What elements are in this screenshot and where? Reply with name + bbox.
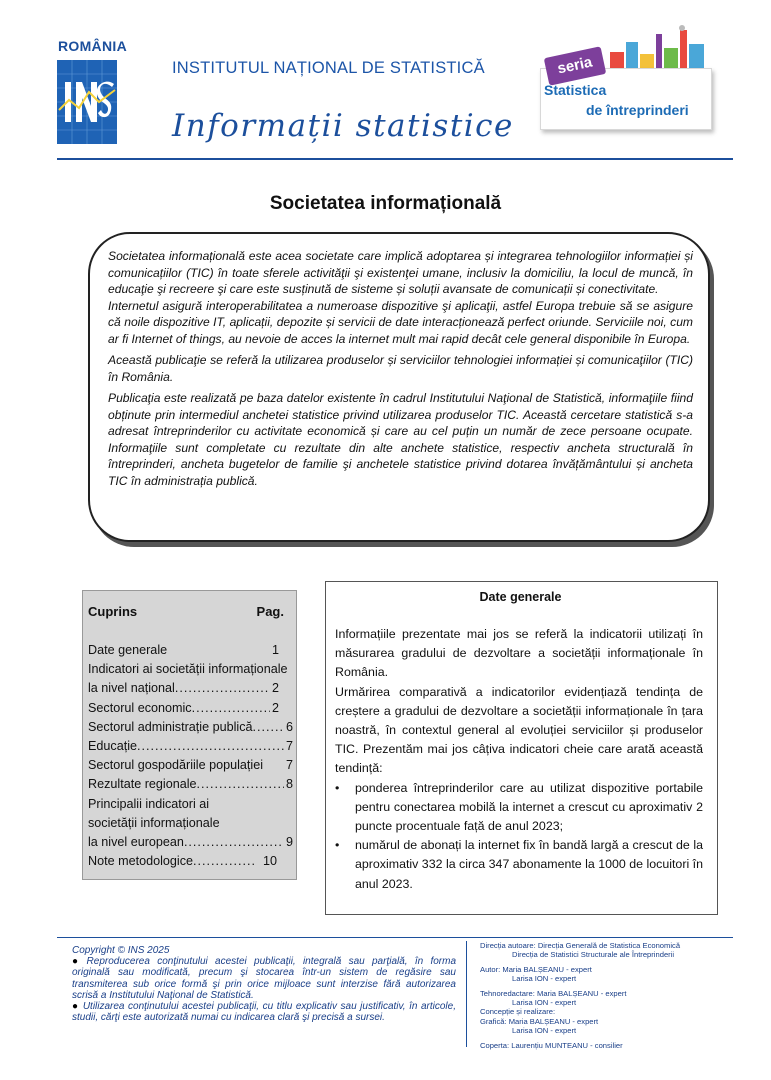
credit-concept: Concepție și realizare: (480, 1007, 556, 1017)
toc-item[interactable] (88, 795, 293, 814)
toc-item-page (291, 814, 293, 833)
credit-graphics: Grafică: Maria BALȘEANU - expert (480, 1016, 599, 1026)
toc-page-heading: Pag. (256, 604, 284, 619)
intro-paragraph-2: Internetul asigură interoperabilitatea a numeroase dispozitive şi aplicaţii, astfel Europa trebuie să se asigure că noile dispozitive IT, aplicații, depozite și servicii de date interacționează perfect oriunde. Serviciile noi, cum ar fi Internet of things, au nevoie de acces la internet mult mai rapid decât cele general disponibile în Europa. (108, 298, 693, 346)
credits-block (480, 941, 740, 1050)
credit-graphics-2: Larisa ION - expert (512, 1026, 577, 1036)
copyright-line: Copyright © INS 2025 (72, 945, 170, 956)
toc-item[interactable] (88, 641, 293, 660)
toc-item-label: societății informaționale (88, 815, 220, 830)
toc-item[interactable] (88, 718, 293, 737)
general-data-heading: Date generale (479, 590, 562, 604)
bullet-text: numărul de abonați la internet fix în bandă largă a crescut de la aproximativ 332 la circa 347 abonamente la 1000 de locuitori în anul 2023. (355, 838, 703, 891)
footer-vertical-divider (466, 941, 467, 1047)
credit-author-2: Larisa ION - expert (512, 974, 577, 984)
toc-item-page: 2 (271, 700, 279, 715)
toc-item[interactable] (88, 756, 293, 775)
toc-item-label: Rezultate regionale (88, 777, 197, 792)
toc-item-label: Indicatori ai societății informaționale (88, 662, 288, 677)
toc-item-label: Sectorul administrație publică (88, 719, 253, 734)
toc-item[interactable] (88, 737, 293, 756)
credit-directorate-sub: Direcția de Statistici Structurale ale Întreprinderii (512, 950, 675, 960)
credit-edit: Tehnoredactare: Maria BALȘEANU - expert (480, 988, 627, 998)
toc-item-label: Sectorul gospodăriile populației (88, 758, 264, 773)
bullet-dot-icon: • (335, 838, 340, 853)
intro-paragraph-3: Această publicaţie se referă la utilizarea produselor și serviciilor tehnologiei informației și comunicaţiilor (TIC) în România. (108, 353, 693, 384)
toc-item-page: 10 (262, 854, 277, 869)
intro-paragraph-1: Societatea informațională este acea societate care implică adoptarea și integrarea tehnologiilor informației și comunicațiilor (TIC) în toate sferele activităţii şi existenţei umane, inclusiv la domiciliu, la locul de muncă, în educaţie şi recreere şi care este susținută de sisteme și soluții avansate de comunicații și conectivitate. (108, 249, 693, 296)
series-badge (532, 24, 714, 136)
toc-item[interactable] (88, 775, 293, 794)
toc-item-label: Sectorul economic (88, 700, 192, 715)
badge-line-1: Statistica (544, 82, 607, 98)
toc-item-page: 8 (285, 777, 293, 792)
credit-directorate: Direcția autoare: Direcția Generală de Statistica Economică (480, 941, 681, 950)
country-label: ROMÂNIA (58, 38, 127, 54)
toc-item-label: la nivel european (88, 835, 184, 850)
toc-item-page: 9 (285, 835, 293, 850)
toc-item-label: la nivel național (88, 681, 175, 696)
toc-item[interactable] (88, 852, 293, 871)
general-bullets (335, 779, 703, 894)
institute-name: INSTITUTUL NAȚIONAL DE STATISTICĂ (172, 59, 485, 77)
toc-item-page: 2 (271, 681, 279, 696)
general-paragraph-2: Urmărirea comparativă a indicatorilor evidențiază tendința de creștere a gradului de dezvoltare a societății informaționale în țara noastră, în contextul general al evoluției serviciilor și produselor TIC. Prezentăm mai jos câțiva indicatori cheie care arată această tendință: (335, 684, 703, 776)
toc-item[interactable] (88, 679, 293, 698)
credit-cover: Coperta: Laurențiu MUNTEANU - consilier (480, 1040, 623, 1050)
toc-item-page: 7 (285, 739, 293, 754)
bullet-text: ponderea întreprinderilor care au utilizat dispozitive portabile pentru conectarea mobilă la internet a crescut cu aproximativ 2 puncte procentuale față de anul 2023; (355, 780, 703, 834)
publication-title: Informații statistice (172, 108, 514, 144)
toc-item[interactable] (88, 833, 293, 852)
toc-item-page (291, 660, 293, 679)
toc-item-label: Principalii indicatori ai (88, 796, 210, 811)
bullet-dot-icon: ● (72, 1001, 79, 1013)
toc-item-label: Date generale (88, 643, 168, 657)
footer-divider (57, 937, 733, 938)
toc-item-page: 1 (271, 643, 279, 657)
toc-item-page: 6 (285, 719, 293, 734)
toc-item[interactable] (88, 814, 293, 833)
copyright-block (72, 945, 456, 1023)
copyright-note-1: Reproducerea conţinutului acestei publicaţii, integrală sau parţială, în forma originală sau modificată, precum şi stocarea într-un sistem de regăsire sau transmiterea sub orice formă şi prin orice mijloace sunt interzise fără autorizarea scrisă a Institutului Naţional de Statistică. (72, 956, 457, 1001)
header-divider (57, 158, 733, 160)
bullet-dot-icon: • (335, 780, 340, 795)
toc-item[interactable] (88, 660, 293, 679)
toc-item-page (291, 795, 293, 814)
bullet-item (335, 836, 703, 894)
badge-line-2: de întreprinderi (586, 102, 689, 118)
badge-tag: seria (544, 46, 607, 85)
toc-heading (88, 604, 288, 619)
intro-paragraph-4: Publicaţia este realizată pe baza datelor existente în cadrul Institutului Naţional de Statistică, informaţiile fiind obținute prin intermediul anchetei statistice privind utilizarea produselor TIC. Această cercetare statistică s-a adresat întreprinderilor cu activitate economică și care au cel puțin un număr de zece persoane ocupate. Informaţiile sunt completate cu rezultate din alte anchete statistice, respectiv ancheta structurală în întreprinderi, ancheta bugetelor de familie şi anchetele statistice privind dotarea învățământului și ancheta TIC în administrația publică. (108, 391, 693, 488)
bullet-dot-icon: ● (72, 956, 83, 968)
ins-logo (57, 60, 117, 144)
general-paragraph-1: Informațiile prezentate mai jos se referă la indicatorii utilizați în măsurarea gradului de dezvoltare a societății informaționale în România. (335, 627, 703, 680)
toc-item-label: Educație (88, 739, 138, 754)
toc-item[interactable] (88, 699, 293, 718)
bullet-item (335, 779, 703, 837)
toc-list (88, 641, 293, 871)
general-data-text (335, 625, 703, 894)
page-title: Societatea informațională (269, 193, 502, 214)
toc-item-label: Note metodologice (88, 854, 194, 869)
credit-edit-2: Larisa ION - expert (512, 998, 577, 1008)
toc-item-page: 7 (285, 758, 293, 773)
toc-title: Cuprins (88, 604, 138, 619)
copyright-note-2: Utilizarea conţinutului acestei publicaţii, cu titlu explicativ sau justificativ, în articole, studii, cărţi este autorizată numai cu indicarea clară şi precisă a sursei. (72, 1001, 456, 1024)
credit-author: Autor: Maria BALȘEANU - expert (480, 964, 592, 974)
intro-text (108, 248, 693, 494)
